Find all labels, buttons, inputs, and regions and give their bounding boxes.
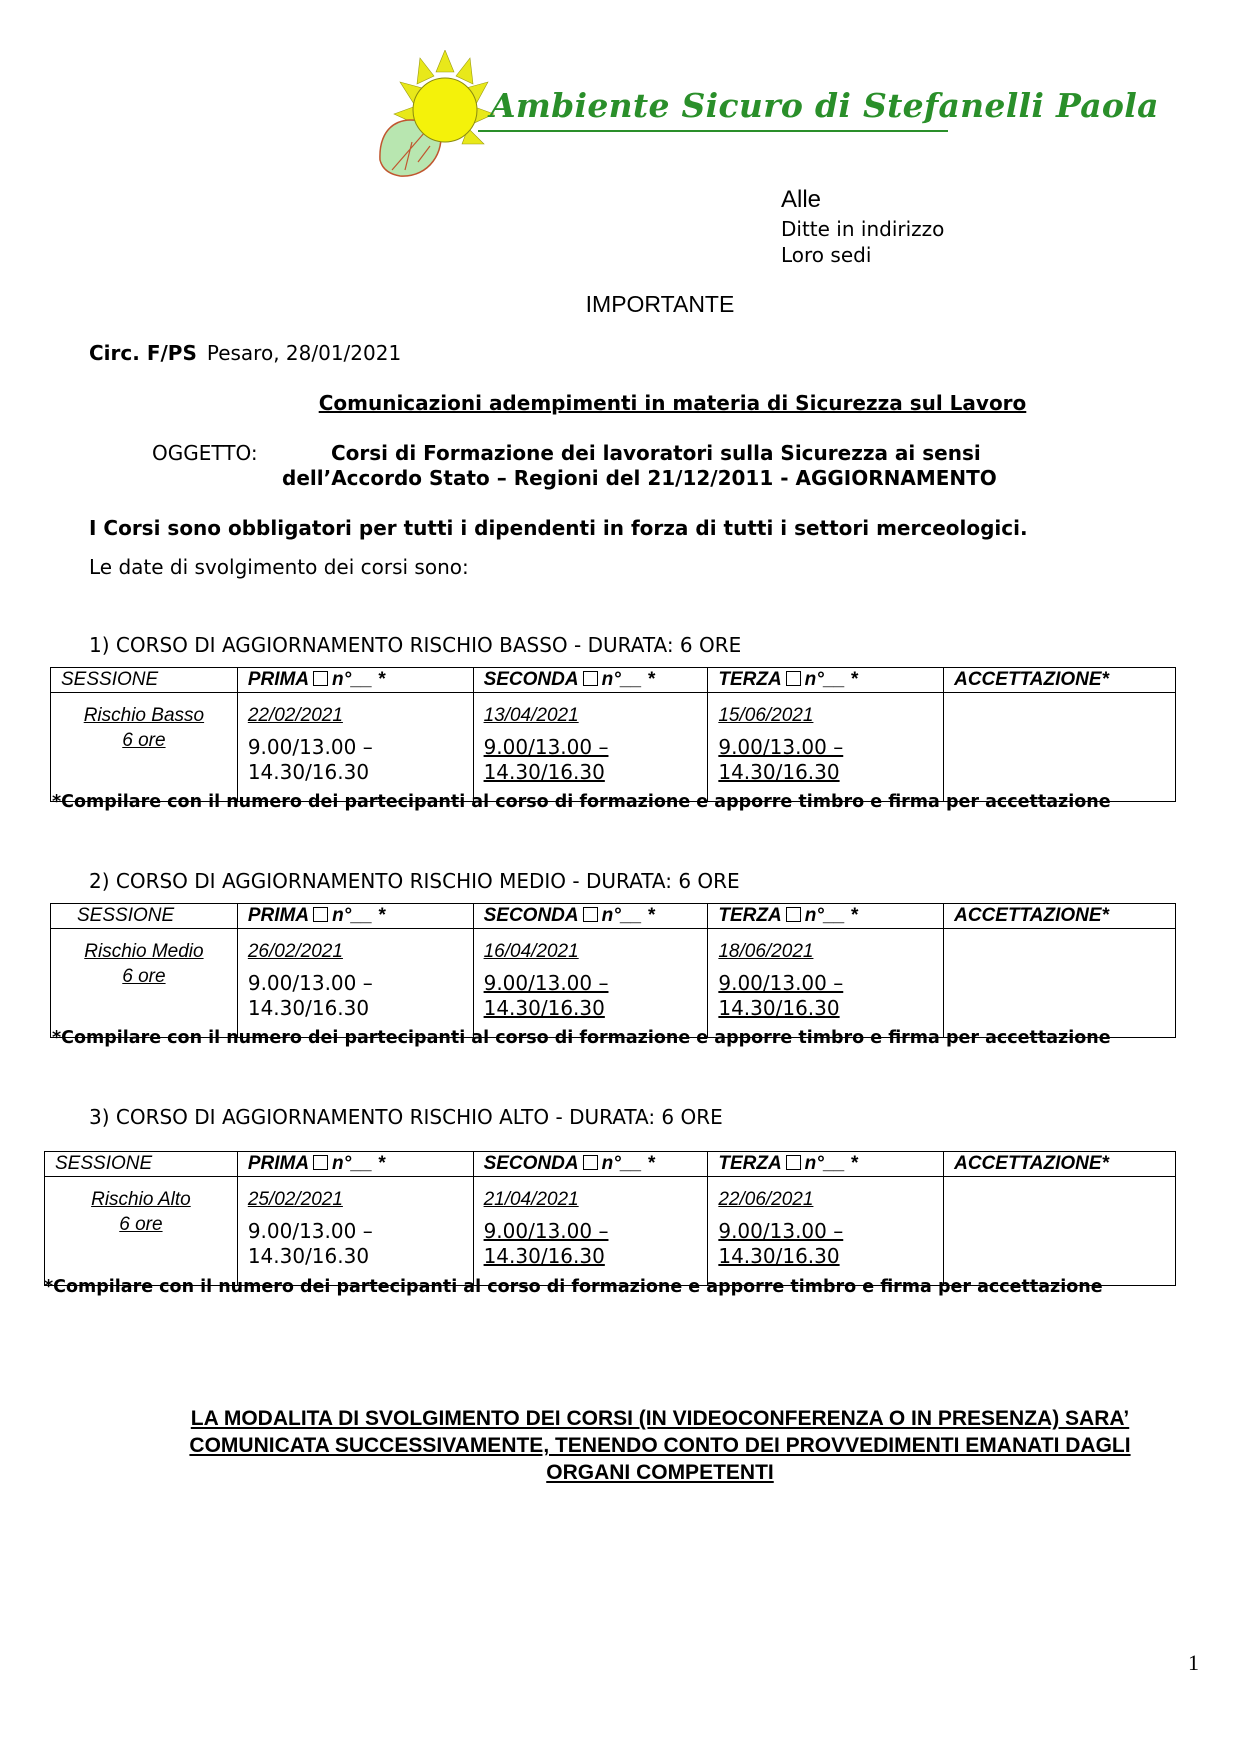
table-header-row [51,668,1176,693]
acceptance-cell[interactable] [944,929,1176,1038]
checkbox-icon[interactable] [786,671,801,686]
logo-text: Ambiente Sicuro di Stefanelli Paola [490,86,1159,125]
second-header: SECONDA n°__ * [473,1152,708,1177]
course-2-title: 2) CORSO DI AGGIORNAMENTO RISCHIO MEDIO - DURATA: 6 ORE [89,869,740,893]
recipient-line-1: Alle [781,186,822,213]
course-1-note: *Compilare con il numero dei partecipanti al corso di formazione e apporre timbro e firma per accettazione [52,792,1111,812]
subject-line-1: Corsi di Formazione dei lavoratori sulla Sicurezza ai sensi [331,441,981,465]
checkbox-icon[interactable] [583,907,598,922]
second-date-cell: 16/04/2021 9.00/13.00 – 14.30/16.30 [473,929,708,1038]
second-date-cell: 21/04/2021 9.00/13.00 – 14.30/16.30 [473,1177,708,1286]
third-header: TERZA n°__ * [708,668,944,693]
table-row [45,1177,1176,1286]
first-date-cell: 25/02/2021 9.00/13.00 – 14.30/16.30 [237,1177,473,1286]
course-1-title: 1) CORSO DI AGGIORNAMENTO RISCHIO BASSO - DURATA: 6 ORE [89,633,742,657]
acceptance-cell[interactable] [944,1177,1176,1286]
third-date-cell: 22/06/2021 9.00/13.00 – 14.30/16.30 [708,1177,944,1286]
logo-underline [478,130,948,132]
final-notice-line-1: LA MODALITA DI SVOLGIMENTO DEI CORSI (IN VIDEOCONFERENZA O IN PRESENZA) SARA’ [190,1407,1130,1430]
table-row [51,929,1176,1038]
first-header: PRIMA n°__ * [237,1152,473,1177]
final-notice-line-3: ORGANI COMPETENTI [546,1461,774,1484]
mandatory-statement: I Corsi sono obbligatori per tutti i dipendenti in forza di tutti i settori merceologici. [89,516,1028,540]
company-logo [370,50,1159,180]
acceptance-header: ACCETTAZIONE* [944,904,1176,929]
checkbox-icon[interactable] [786,1155,801,1170]
table-row [51,693,1176,802]
subject-label: OGGETTO: [152,441,258,465]
session-header: SESSIONE [45,1152,238,1177]
important-heading: IMPORTANTE [585,291,735,317]
checkbox-icon[interactable] [583,1155,598,1170]
course-3-note: *Compilare con il numero dei partecipanti al corso di formazione e apporre timbro e firma per accettazione [44,1277,1103,1297]
recipient-line-2: Ditte in indirizzo [781,217,945,241]
checkbox-icon[interactable] [313,907,328,922]
third-header: TERZA n°__ * [708,904,944,929]
first-header: PRIMA n°__ * [237,668,473,693]
checkbox-icon[interactable] [583,671,598,686]
session-cell: Rischio Basso 6 ore [51,693,238,802]
circular-label: Circ. F/PS [89,341,197,365]
circular-reference [89,341,401,365]
session-cell: Rischio Medio 6 ore [51,929,238,1038]
checkbox-icon[interactable] [313,671,328,686]
final-notice [0,1405,1240,1486]
second-date-cell: 13/04/2021 9.00/13.00 – 14.30/16.30 [473,693,708,802]
table-header-row [51,904,1176,929]
checkbox-icon[interactable] [313,1155,328,1170]
acceptance-cell[interactable] [944,693,1176,802]
first-date-cell: 22/02/2021 9.00/13.00 – 14.30/16.30 [237,693,473,802]
subject-line-2: dell’Accordo Stato – Regioni del 21/12/2011 - AGGIORNAMENTO [282,466,997,490]
second-header: SECONDA n°__ * [473,904,708,929]
table-header-row [45,1152,1176,1177]
place-date: Pesaro, 28/01/2021 [206,341,402,365]
third-date-cell: 18/06/2021 9.00/13.00 – 14.30/16.30 [708,929,944,1038]
final-notice-line-2: COMUNICATA SUCCESSIVAMENTE, TENENDO CONTO DEI PROVVEDIMENTI EMANATI DAGLI [189,1434,1131,1457]
session-header: SESSIONE [51,668,238,693]
recipient-line-3: Loro sedi [781,243,872,267]
second-header: SECONDA n°__ * [473,668,708,693]
third-date-cell: 15/06/2021 9.00/13.00 – 14.30/16.30 [708,693,944,802]
page-number: 1 [1188,1650,1199,1675]
third-header: TERZA n°__ * [708,1152,944,1177]
course-2-note: *Compilare con il numero dei partecipanti al corso di formazione e apporre timbro e firma per accettazione [52,1028,1111,1048]
course-2-table [50,903,1176,1038]
session-header: SESSIONE [51,904,238,929]
session-cell: Rischio Alto 6 ore [45,1177,238,1286]
communications-heading: Comunicazioni adempimenti in materia di Sicurezza sul Lavoro [318,391,1027,415]
acceptance-header: ACCETTAZIONE* [944,668,1176,693]
first-header: PRIMA n°__ * [237,904,473,929]
course-1-table [50,667,1176,802]
first-date-cell: 26/02/2021 9.00/13.00 – 14.30/16.30 [237,929,473,1038]
acceptance-header: ACCETTAZIONE* [944,1152,1176,1177]
dates-intro: Le date di svolgimento dei corsi sono: [89,555,469,579]
checkbox-icon[interactable] [786,907,801,922]
course-3-table [44,1151,1176,1286]
course-3-title: 3) CORSO DI AGGIORNAMENTO RISCHIO ALTO - DURATA: 6 ORE [89,1105,723,1129]
